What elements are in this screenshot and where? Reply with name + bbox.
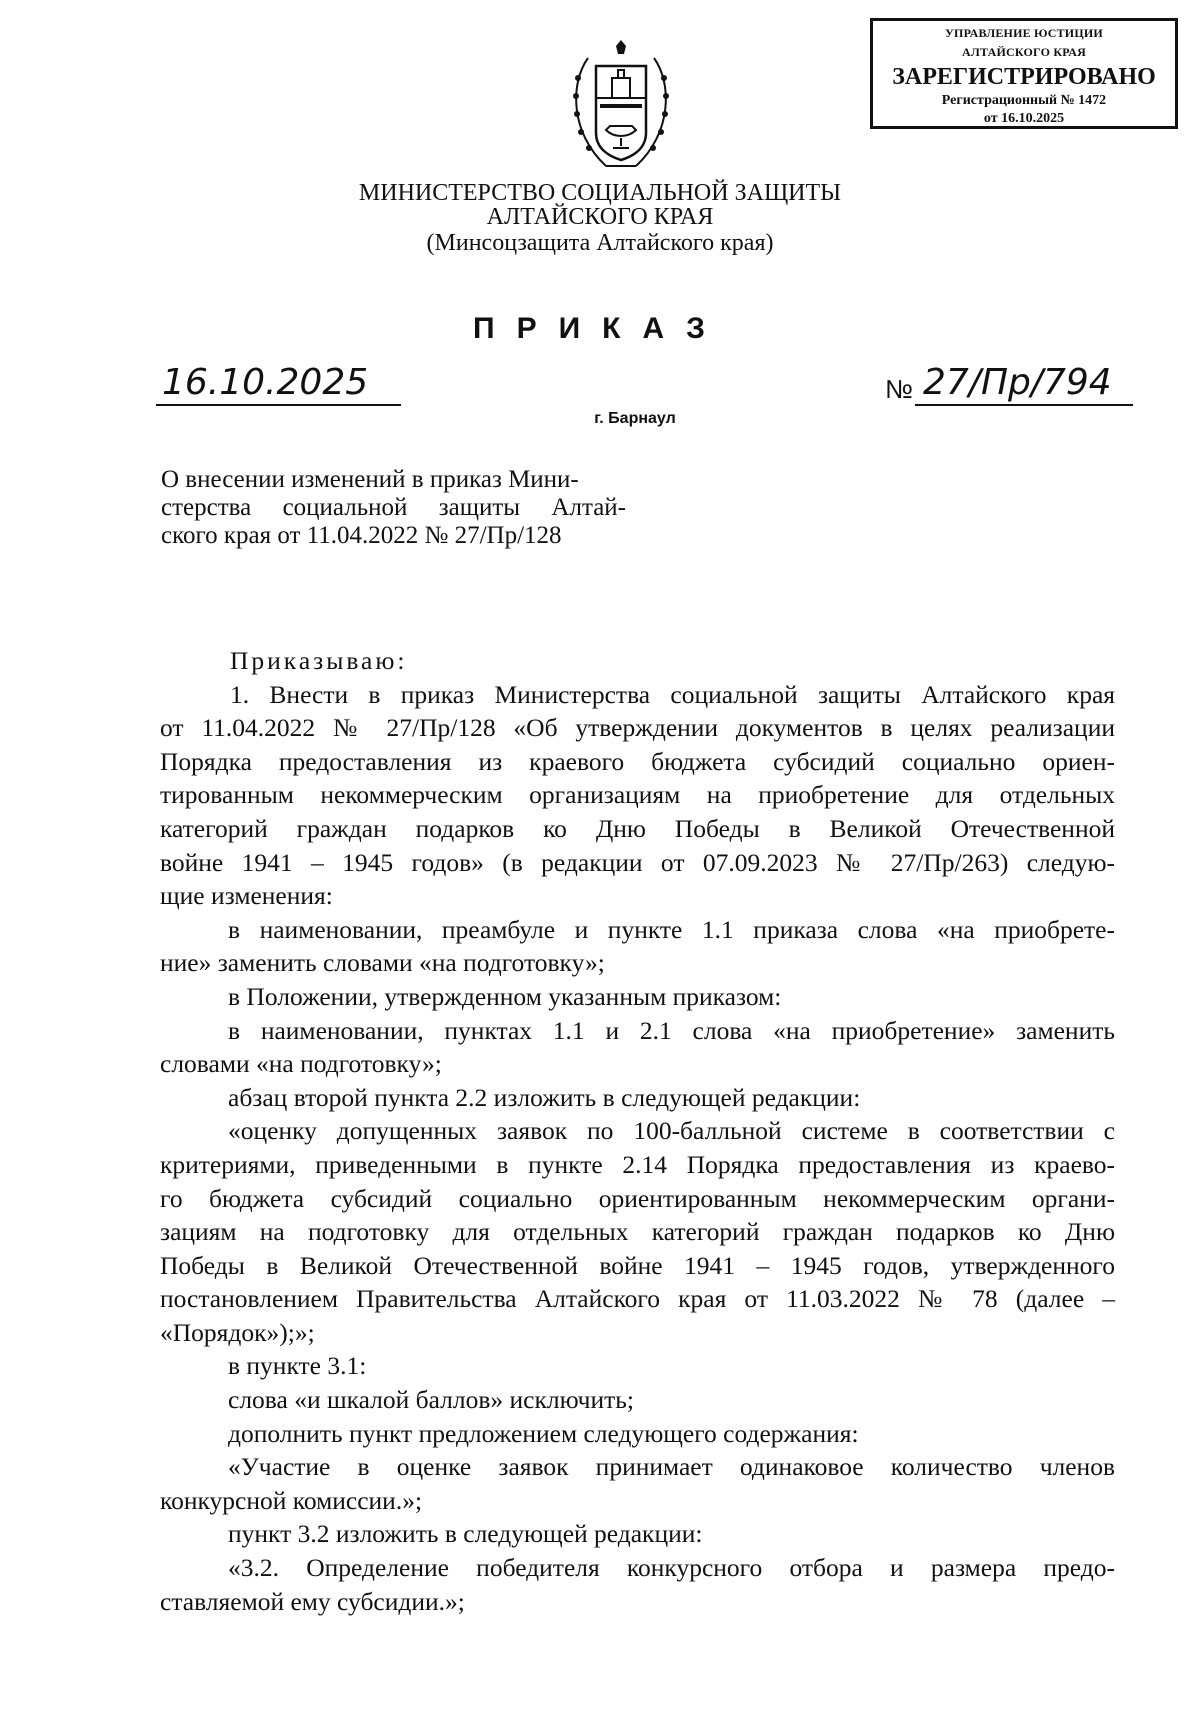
ministry-short-name: (Минсоцзащита Алтайского края) [426, 230, 774, 256]
body-line: в наименовании, пунктах 1.1 и 2.1 слова «на приобретение» заменить [228, 1015, 1115, 1045]
body-line: ставляемой ему субсидии.»; [160, 1586, 465, 1616]
body-line: Порядка предоставления из краевого бюджета субсидий социально ориен- [160, 746, 1115, 776]
body-line: критериями, приведенными в пункте 2.14 Порядка предоставления из краево- [160, 1149, 1115, 1179]
body-line: категорий граждан подарков ко Дню Победы в Великой Отечественной [160, 813, 1115, 843]
body-line: «Участие в оценке заявок принимает одинаковое количество членов [228, 1452, 1115, 1482]
body-line: «оценку допущенных заявок по 100-балльной системе в соответствии с [228, 1116, 1115, 1146]
body-line: го бюджета субсидий социально ориентированным некоммерческим органи- [160, 1183, 1115, 1213]
stamp-title: ЗАРЕГИСТРИРОВАНО [892, 64, 1156, 90]
body-line: абзац второй пункта 2.2 изложить в следующей редакции: [228, 1082, 861, 1112]
body-line: ние» заменить словами «на подготовку»; [160, 948, 605, 978]
stamp-reg-number: Регистрационный № 1472 [941, 93, 1107, 108]
number-label: № [885, 374, 913, 404]
body-line: Победы в Великой Отечественной войне 1941 – 1945 годов, утвержденного [160, 1250, 1115, 1280]
body-line: пункт 3.2 изложить в следующей редакции: [228, 1519, 703, 1549]
subject-line: ского края от 11.04.2022 № 27/Пр/128 [161, 522, 562, 549]
ministry-name-line2: АЛТАЙСКОГО КРАЯ [486, 204, 714, 230]
handwritten-date: 16.10.2025 [162, 362, 369, 403]
stamp-reg-date: от 16.10.2025 [983, 111, 1065, 126]
body-line: в наименовании, преамбуле и пункте 1.1 приказа слова «на приобрете- [228, 914, 1115, 944]
city: г. Барнаул [594, 410, 676, 427]
subject-line: стерства социальной защиты Алтай- [161, 494, 626, 521]
document-body [160, 644, 1115, 1618]
body-line: «Порядок»);»; [160, 1317, 315, 1347]
subject-line: О внесении изменений в приказ Мини- [161, 466, 579, 493]
body-line: тированным некоммерческим организациям на приобретение для отдельных [160, 780, 1115, 810]
body-line: зациям на подготовку для отдельных категорий граждан подарков ко Дню [160, 1217, 1115, 1247]
document-subject [161, 466, 626, 550]
body-line: в пункте 3.1: [228, 1351, 367, 1381]
body-line: от 11.04.2022 № 27/Пр/128 «Об утверждении документов в целях реализации [160, 713, 1115, 743]
date-underline [156, 404, 401, 406]
body-line: 1. Внести в приказ Министерства социальной защиты Алтайского края [230, 679, 1115, 709]
body-line: щие изменения: [160, 881, 333, 911]
body-line: конкурсной комиссии.»; [160, 1485, 423, 1515]
handwritten-number: 27/Пр/794 [923, 362, 1112, 403]
body-line: слова «и шкалой баллов» исключить; [228, 1385, 635, 1415]
body-line: дополнить пункт предложением следующего содержания: [228, 1418, 859, 1448]
body-line: в Положении, утвержденном указанным приказом: [228, 981, 782, 1011]
body-line: войне 1941 – 1945 годов» (в редакции от 07.09.2023 № 27/Пр/263) следую- [160, 847, 1115, 877]
stamp-org-line2: АЛТАЙСКОГО КРАЯ [962, 45, 1086, 59]
altai-krai-coat-of-arms-icon [566, 38, 676, 180]
body-line: словами «на подготовку»; [160, 1049, 442, 1079]
body-line: «3.2. Определение победителя конкурсного отбора и размера предо- [228, 1553, 1115, 1583]
document-type-title: ПРИКАЗ [473, 312, 727, 345]
body-line: Приказываю: [230, 646, 408, 675]
ministry-name-line1: МИНИСТЕРСТВО СОЦИАЛЬНОЙ ЗАЩИТЫ [358, 180, 842, 206]
body-line: постановлением Правительства Алтайского края от 11.03.2022 № 78 (далее – [160, 1284, 1115, 1314]
number-underline [915, 404, 1133, 406]
registration-stamp [870, 18, 1178, 129]
stamp-org-line1: УПРАВЛЕНИЕ ЮСТИЦИИ [945, 26, 1103, 40]
